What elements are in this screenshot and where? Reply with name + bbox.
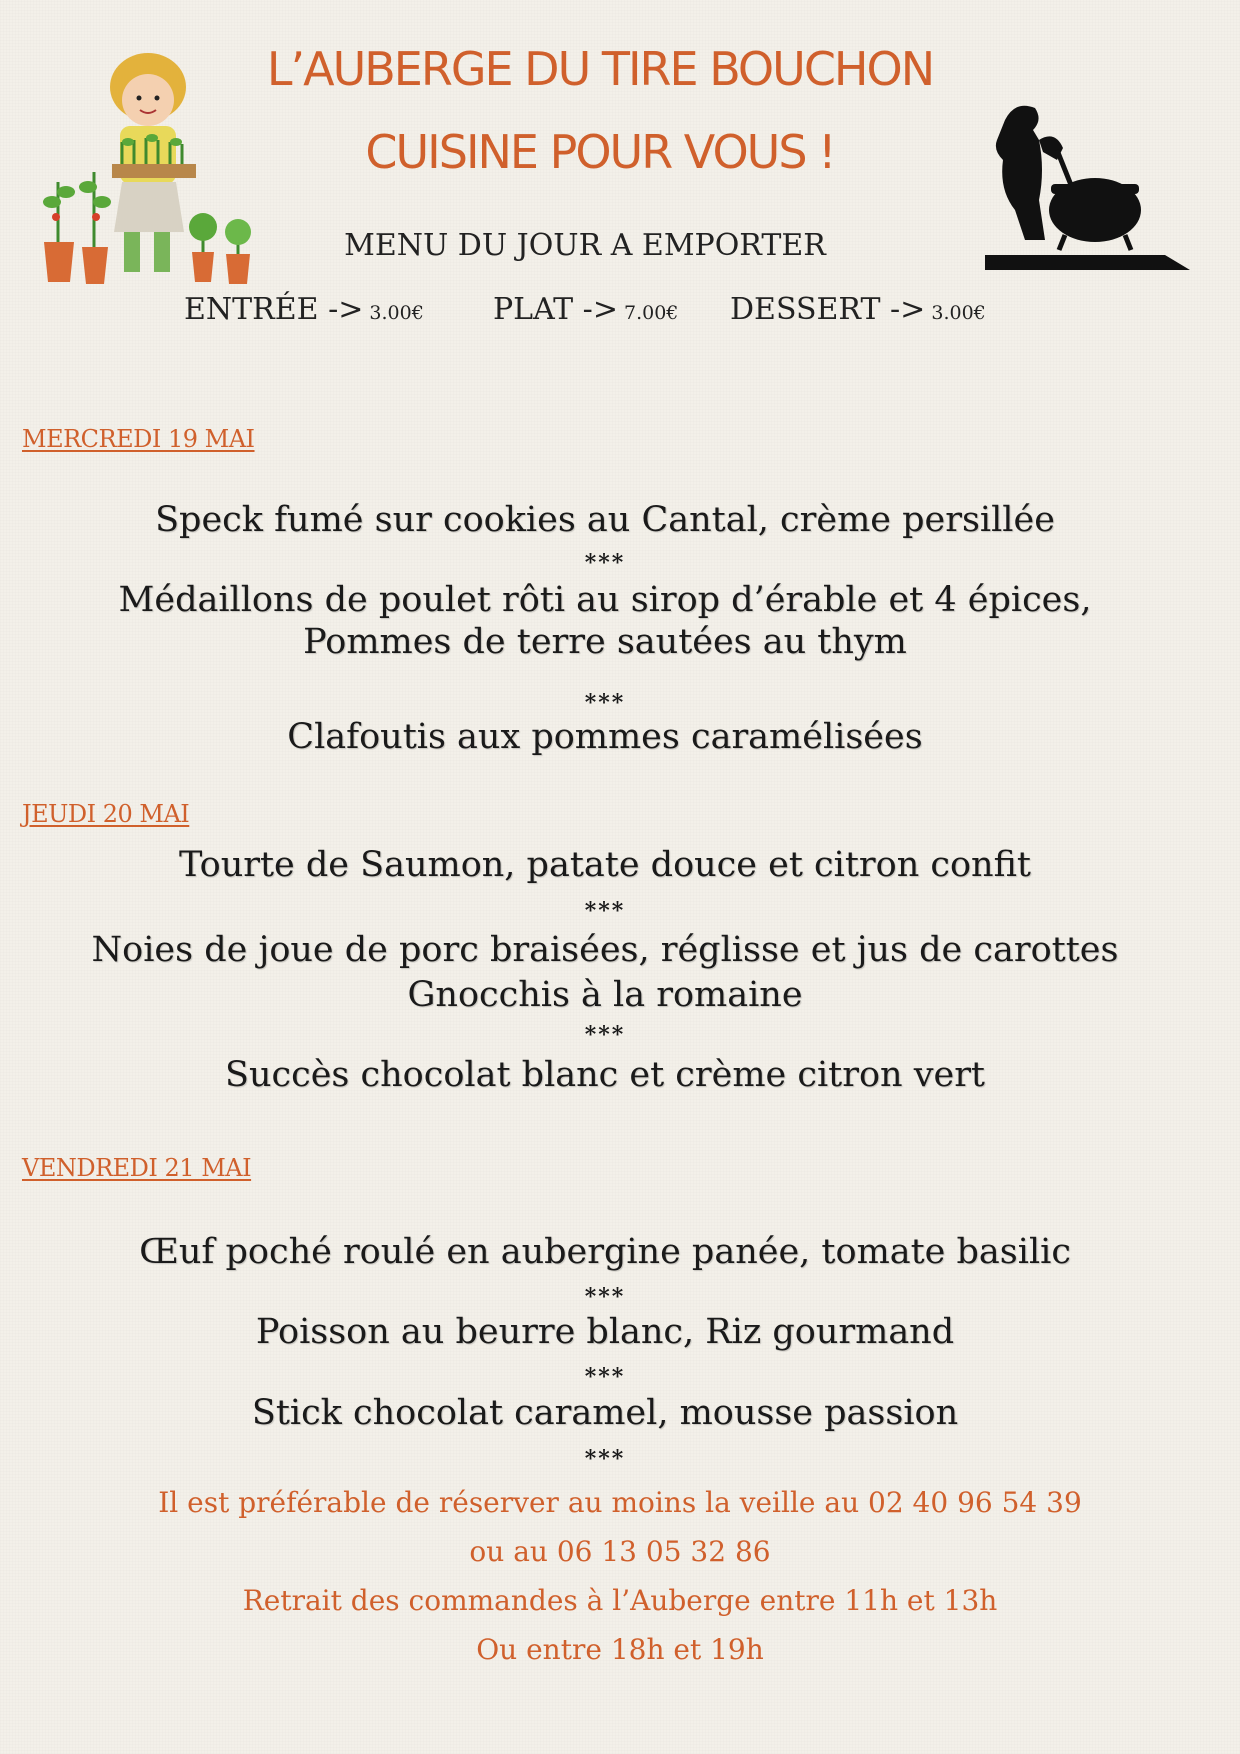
day-heading-jeudi: JEUDI 20 MAI <box>22 800 190 828</box>
menu-subtitle: MENU DU JOUR A EMPORTER <box>344 228 826 263</box>
reservation-note: Il est préférable de réserver au moins la veille au 02 40 96 54 39 <box>158 1486 1082 1519</box>
separator: *** <box>584 898 626 924</box>
price-dessert-label: DESSERT -> <box>730 292 926 327</box>
reservation-phone-alt: ou au 06 13 05 32 86 <box>469 1535 771 1568</box>
dish-main-mercredi-line1: Médaillons de poulet rôti au sirop d’érable et 4 épices, <box>118 580 1092 620</box>
price-dessert <box>730 292 986 327</box>
day-heading-mercredi: MERCREDI 19 MAI <box>22 425 255 453</box>
dish-starter-jeudi: Tourte de Saumon, patate douce et citron confit <box>179 845 1031 885</box>
price-plat-label: PLAT -> <box>493 292 618 327</box>
dish-dessert-vendredi: Stick chocolat caramel, mousse passion <box>251 1393 959 1433</box>
restaurant-tagline: CUISINE POUR VOUS ! <box>365 125 835 179</box>
separator: *** <box>584 1364 626 1390</box>
dish-main-jeudi-line1: Noies de joue de porc braisées, réglisse et jus de carottes <box>91 930 1119 970</box>
separator: *** <box>584 1446 626 1472</box>
separator: *** <box>584 550 626 576</box>
dish-starter-vendredi: Œuf poché roulé en aubergine panée, tomate basilic <box>139 1232 1071 1272</box>
separator: *** <box>584 1022 626 1048</box>
dish-main-vendredi: Poisson au beurre blanc, Riz gourmand <box>255 1312 955 1352</box>
price-plat-amount: 7.00€ <box>617 302 679 324</box>
pickup-hours-evening: Ou entre 18h et 19h <box>476 1633 764 1666</box>
dish-main-mercredi-line2: Pommes de terre sautées au thym <box>303 622 907 662</box>
price-list <box>0 292 1240 332</box>
restaurant-title: L’AUBERGE DU TIRE BOUCHON <box>266 42 934 96</box>
price-dessert-amount: 3.00€ <box>925 302 986 324</box>
day-heading-vendredi: VENDREDI 21 MAI <box>22 1154 252 1182</box>
separator: *** <box>584 1284 626 1310</box>
price-entree-label: ENTRÉE -> <box>184 292 364 327</box>
dish-main-jeudi-line2: Gnocchis à la romaine <box>407 975 803 1015</box>
dish-starter-mercredi: Speck fumé sur cookies au Cantal, crème persillée <box>155 500 1055 540</box>
price-plat <box>493 292 678 327</box>
dish-dessert-mercredi: Clafoutis aux pommes caramélisées <box>287 717 923 757</box>
separator: *** <box>584 690 626 716</box>
pickup-hours-midday: Retrait des commandes à l’Auberge entre 11h et 13h <box>242 1584 998 1617</box>
price-entree-amount: 3.00€ <box>363 302 424 324</box>
price-entree <box>184 292 424 327</box>
dish-dessert-jeudi: Succès chocolat blanc et crème citron vert <box>225 1055 985 1095</box>
